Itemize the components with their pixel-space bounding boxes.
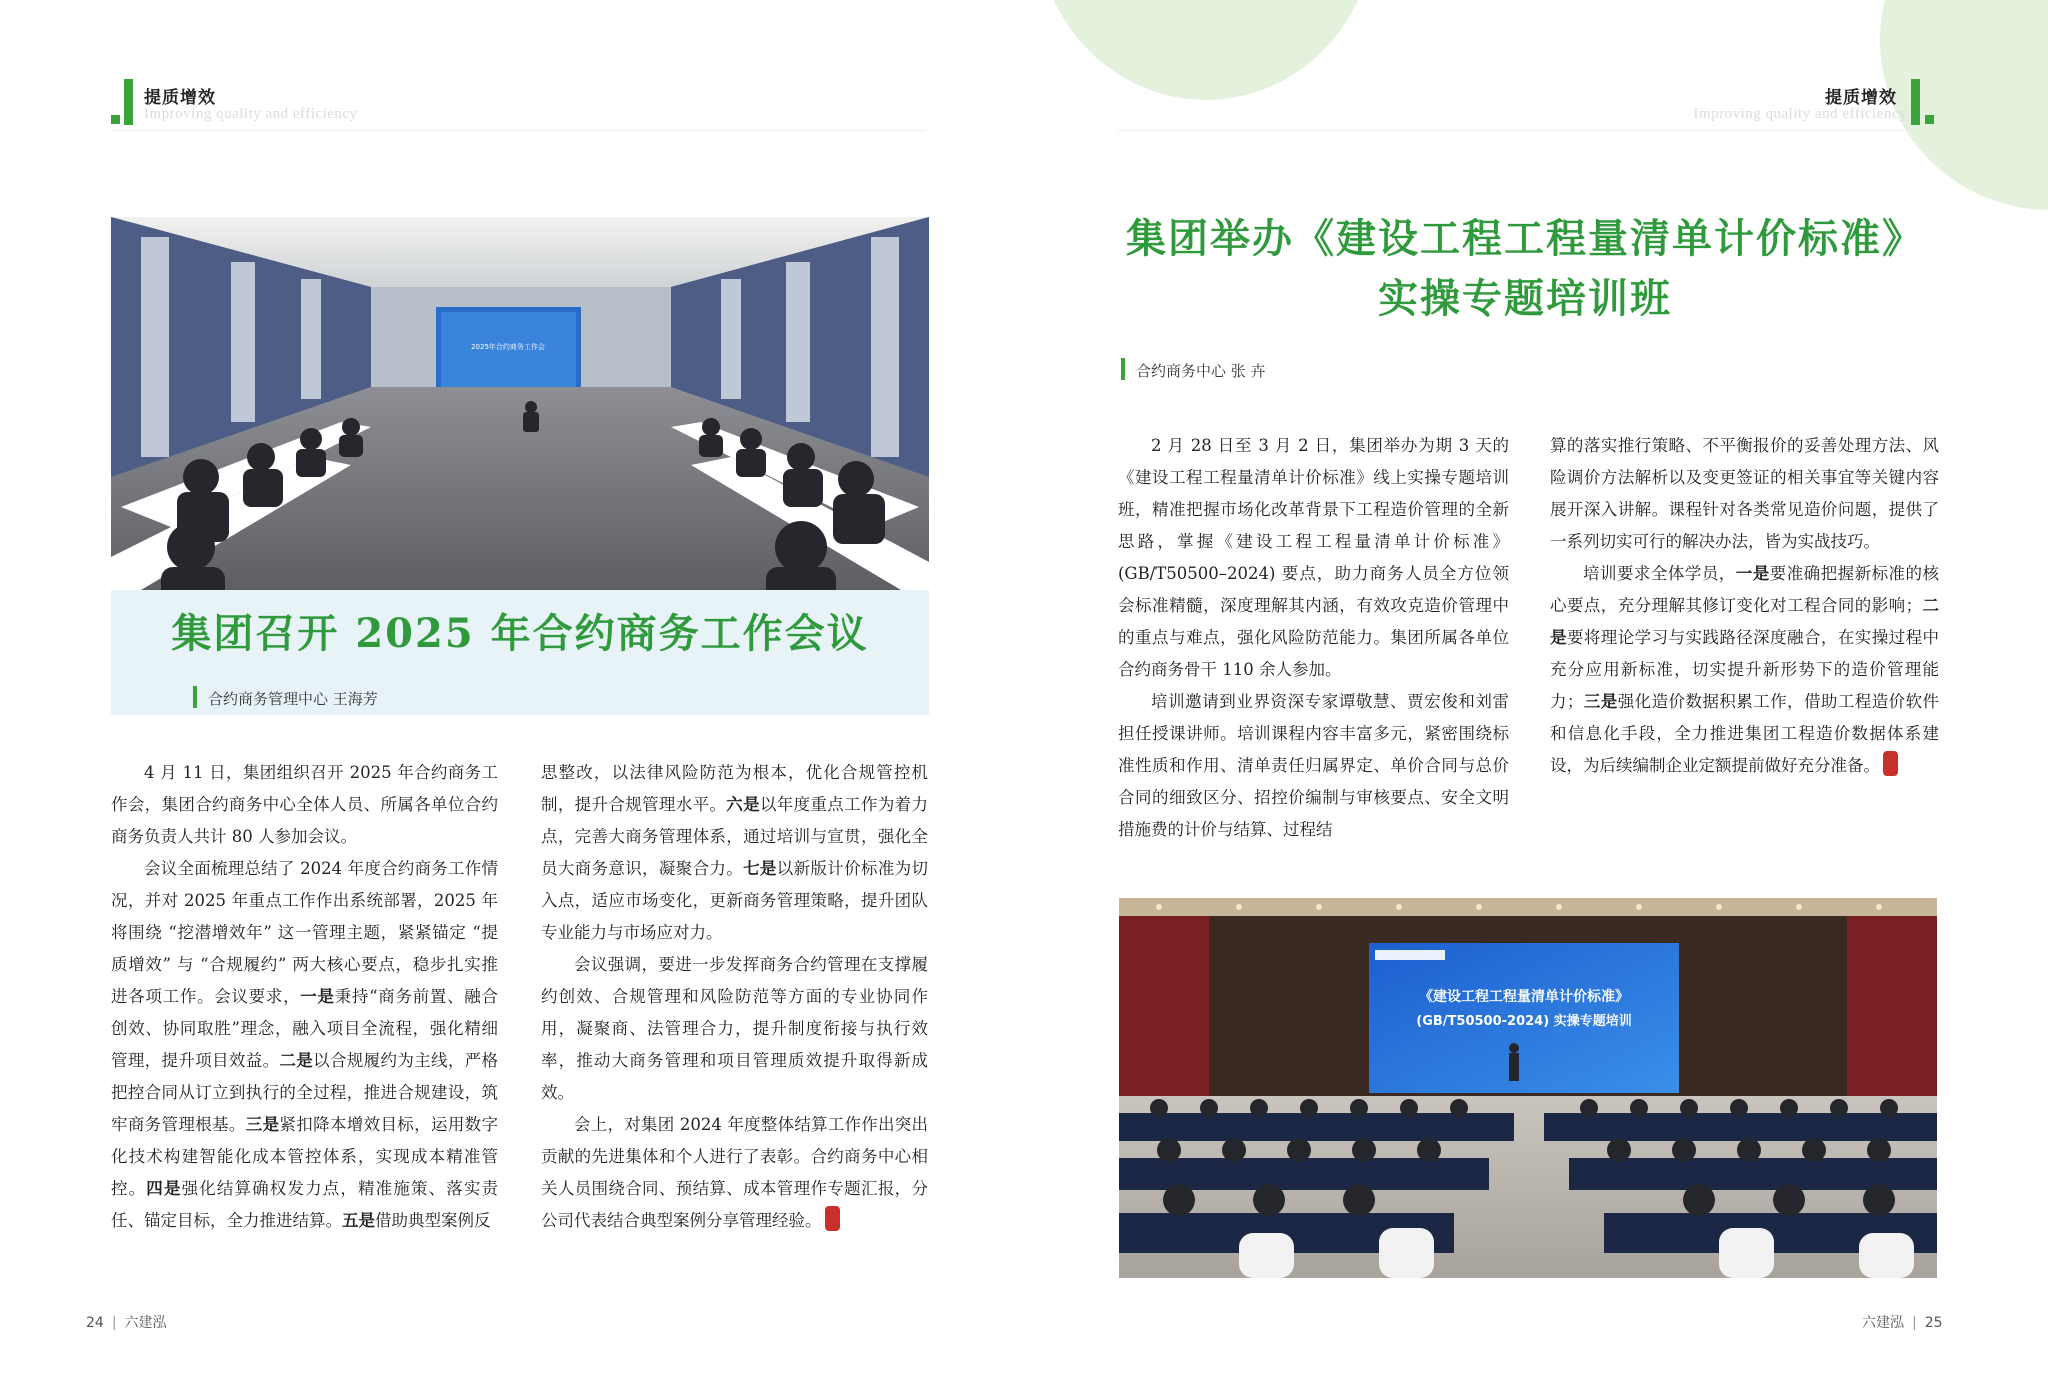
- photo-screen-text: 2025年合约商务工作会: [471, 343, 545, 351]
- end-seal-icon: [1883, 751, 1898, 776]
- left-body-column-2: [541, 757, 928, 1237]
- section-marker-small-right: [1925, 115, 1934, 124]
- right-body-column-1: [1118, 430, 1509, 846]
- header-divider: [111, 130, 926, 131]
- paragraph: 算的落实推行策略、不平衡报价的妥善处理方法、风险调价方法解析以及变更签证的相关事宜等关键内容展开深入讲解。课程针对各类常见造价问题，提供了一系列切实可行的解决办法，皆为实战技巧。: [1550, 436, 1939, 551]
- section-title-right: 提质增效: [1825, 88, 1897, 108]
- section-marker: [124, 79, 133, 125]
- paragraph: 会上，对集团 2024 年度整体结算工作作出突出贡献的先进集体和个人进行了表彰。合约商务中心相关人员围绕合同、预结算、成本管理作专题汇报，分公司代表结合典型案例分享管理经验。: [541, 1115, 928, 1230]
- left-body-column-1: [111, 757, 498, 1237]
- paragraph: 会议全面梳理总结了 2024 年度合约商务工作情况，并对 2025 年重点工作作出系统部署，2025 年将围绕 “挖潜增效年” 这一管理主题，紧紧锚定 “提质增效” 与 “合规履约” 两大核心要点，稳步扎实推进各项工作。会议要求，一是秉持“商务前置、融合创效、协同取胜”理念，融入项目全流程，强化精细管理，提升项目效益。二是以合规履约为主线，严格把控合同从订立到执行的全过程，推进合规建设，筑牢商务管理根基。三是紧扣降本增效目标，运用数字化技术构建智能化成本管控体系，实现成本精准管控。四是强化结算确权发力点，精准施策、落实责任、锚定目标，全力推进结算。五是借助典型案例反: [111, 859, 499, 1230]
- author-marker: [193, 686, 197, 708]
- training-photo: [1119, 898, 1937, 1278]
- section-subtitle-right: Improving quality and efficiency: [1693, 106, 1907, 122]
- page-number-left: 24 | 六建泓: [86, 1315, 167, 1331]
- article-author-right: 合约商务中心 张 卉: [1136, 362, 1266, 380]
- author-marker-right: [1121, 358, 1125, 380]
- article-title: 集团召开 2025 年合约商务工作会议: [171, 610, 869, 657]
- magazine-name: 六建泓: [124, 1315, 167, 1331]
- paragraph: 4 月 11 日，集团组织召开 2025 年合约商务工作会，集团合约商务中心全体人员、所属各单位合约商务负责人共计 80 人参加会议。: [111, 763, 498, 846]
- section-title: 提质增效: [144, 88, 216, 108]
- right-body-column-2: [1550, 430, 1939, 782]
- header-divider-right: [1118, 130, 1908, 131]
- conference-photo: [111, 217, 929, 590]
- paragraph: 培训邀请到业界资深专家谭敬慧、贾宏俊和刘雷担任授课讲师。培训课程内容丰富多元，紧密围绕标准性质和作用、清单责任归属界定、单价合同与总价合同的细致区分、招控价编制与审核要点、安全文明措施费的计价与结算、过程结: [1118, 692, 1509, 839]
- section-subtitle: Improving quality and efficiency: [144, 106, 358, 122]
- photo-screen-line2: (GB/T50500-2024) 实操专题培训: [1416, 1014, 1632, 1029]
- article-title-right-line2: 实操专题培训班: [1378, 275, 1672, 322]
- article-author: 合约商务管理中心 王海芳: [208, 690, 378, 708]
- end-seal-icon: [825, 1206, 840, 1231]
- training-photo-image: [1119, 898, 1937, 1278]
- paragraph: 思整改，以法律风险防范为根本，优化合规管控机制，提升合规管理水平。六是以年度重点工作为着力点，完善大商务管理体系，通过培训与宣贯，强化全员大商务意识，凝聚合力。七是以新版计价标准为切入点，适应市场变化，更新商务管理策略，提升团队专业能力与市场应对力。: [541, 763, 929, 942]
- conference-photo-image: [111, 217, 929, 590]
- magazine-name: 六建泓: [1862, 1315, 1904, 1331]
- paragraph: 培训要求全体学员，一是要准确把握新标准的核心要点，充分理解其修订变化对工程合同的影响；二是要将理论学习与实践路径深度融合，在实操过程中充分应用新标准，切实提升新形势下的造价管理能力；三是强化造价数据积累工作，借助工程造价软件和信息化手段，全力推进集团工程造价数据体系建设，为后续编制企业定额提前做好充分准备。: [1550, 564, 1940, 775]
- section-marker-right: [1911, 79, 1920, 125]
- decor-circle-right: [1880, 0, 2048, 210]
- paragraph: 2 月 28 日至 3 月 2 日，集团举办为期 3 天的《建设工程工程量清单计价标准》线上实操专题培训班，精准把握市场化改革背景下工程造价管理的全新思路，掌握《建设工程工程量清单计价标准》(GB/T50500–2024) 要点，助力商务人员全方位领会标准精髓，深度理解其内涵，有效攻克造价管理中的重点与难点，强化风险防范能力。集团所属各单位合约商务骨干 110 余人参加。: [1118, 436, 1509, 679]
- page-number-right: 六建泓 | 25: [1862, 1315, 1943, 1331]
- photo-screen-line1: 《建设工程工程量清单计价标准》: [1419, 989, 1629, 1005]
- paragraph: 会议强调，要进一步发挥商务合约管理在支撑履约创效、合规管理和风险防范等方面的专业协同作用，凝聚商、法管理合力，提升制度衔接与执行效率，推动大商务管理和项目管理质效提升取得新成效。: [541, 955, 928, 1102]
- decor-circle-top: [1036, 0, 1376, 100]
- section-marker-small: [111, 115, 120, 124]
- article-title-right-line1: 集团举办《建设工程工程量清单计价标准》: [1126, 215, 1924, 262]
